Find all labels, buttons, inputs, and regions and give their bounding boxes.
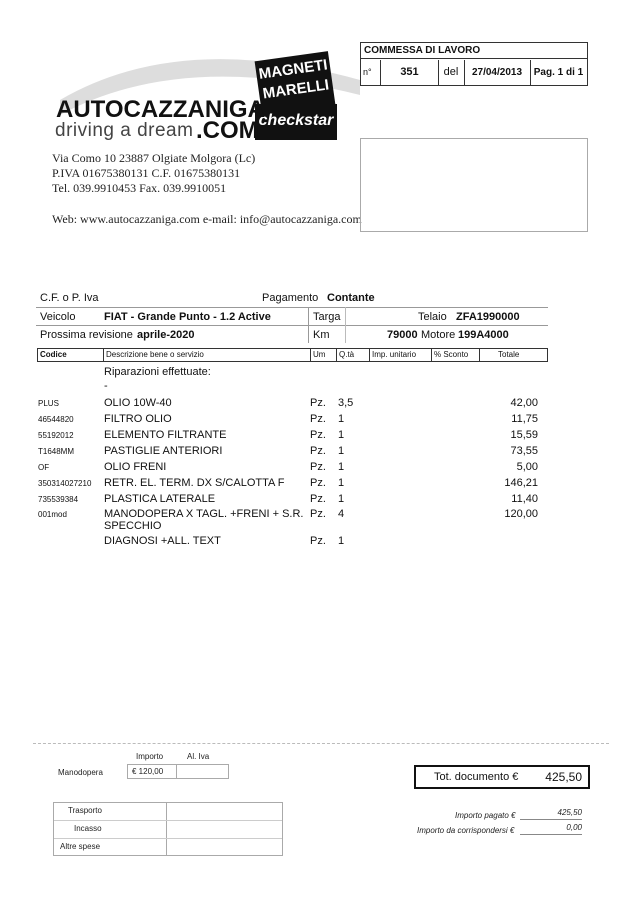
- table-row: [0, 413, 640, 429]
- row-um: Pz.: [310, 493, 326, 505]
- vehicle-label: Veicolo: [40, 311, 76, 323]
- revision-value: aprile-2020: [137, 329, 195, 341]
- paid-label: Importo pagato €: [455, 811, 516, 820]
- footer-divider: [33, 743, 609, 744]
- total-label: Tot. documento €: [434, 771, 519, 783]
- row-description: FILTRO OLIO: [104, 413, 172, 425]
- row-um: Pz.: [310, 461, 326, 473]
- balance-value: 0,00: [520, 823, 582, 835]
- payment-label: Pagamento: [262, 292, 319, 304]
- row-total: 146,21: [504, 477, 538, 489]
- row-qty: 1: [338, 429, 345, 441]
- row-um: Pz.: [310, 535, 326, 547]
- row-description: RETR. EL. TERM. DX S/CALOTTA F: [104, 477, 285, 489]
- total-box: [414, 765, 590, 789]
- col-qty: Q.tà: [337, 349, 370, 361]
- company-logo-name: AUTOCAZZANIGA: [56, 96, 265, 123]
- repairs-intro: Riparazioni effettuate:: [104, 366, 211, 378]
- table-row: [0, 429, 640, 445]
- row-description: MANODOPERA X TAGL. +FRENI + S.R. SPECCHIO: [104, 508, 304, 532]
- paid-value: 425,50: [520, 808, 582, 820]
- row-code: T1648MM: [38, 447, 75, 456]
- row-um: Pz.: [310, 429, 326, 441]
- chassis-value: ZFA1990000: [456, 311, 520, 323]
- row-code: 001mod: [38, 510, 67, 519]
- company-web: Web: www.autocazzaniga.com e-mail: info@autocazzaniga.com: [52, 212, 362, 226]
- amount-label: Importo: [136, 752, 164, 761]
- row-code: PLUS: [38, 399, 59, 408]
- order-number: 351: [381, 60, 439, 85]
- col-unit-price: Imp. unitario: [370, 349, 432, 361]
- row-um: Pz.: [310, 508, 326, 520]
- divider: [166, 803, 167, 855]
- checkstar-logo: checkstar: [255, 104, 337, 140]
- divider: [36, 325, 548, 326]
- col-total: Totale: [498, 350, 520, 359]
- transport-label: Trasporto: [68, 806, 102, 815]
- row-um: Pz.: [310, 413, 326, 425]
- row-code: 46544820: [38, 415, 74, 424]
- table-header: [37, 348, 548, 362]
- table-row: [0, 461, 640, 477]
- payment-value: Contante: [327, 292, 375, 304]
- row-description: ELEMENTO FILTRANTE: [104, 429, 227, 441]
- labour-label: Manodopera: [58, 768, 103, 777]
- col-description: Descrizione bene o servizio: [104, 349, 311, 361]
- km-value: 79000: [387, 329, 418, 341]
- collection-label: Incasso: [74, 824, 102, 833]
- company-address: Via Como 10 23887 Olgiate Molgora (Lc): [52, 151, 256, 165]
- total-value: 425,50: [545, 770, 582, 784]
- other-costs-label: Altre spese: [60, 842, 101, 851]
- row-um: Pz.: [310, 445, 326, 457]
- row-total: 5,00: [516, 461, 538, 473]
- row-description: DIAGNOSI +ALL. TEXT: [104, 535, 221, 547]
- row-um: Pz.: [310, 397, 326, 409]
- engine-value: 199A4000: [458, 329, 509, 341]
- row-total: 11,75: [511, 413, 538, 425]
- table-row: [0, 493, 640, 509]
- company-logo-com: .COM: [196, 117, 259, 144]
- magneti-marelli-logo: MAGNETI MARELLI: [255, 51, 336, 115]
- row-description: PLASTICA LATERALE: [104, 493, 216, 505]
- order-date: 27/04/2013: [464, 60, 531, 85]
- divider: [54, 820, 282, 821]
- row-description: OLIO FRENI: [104, 461, 167, 473]
- revision-label: Prossima revisione: [40, 329, 133, 341]
- row-qty: 4: [338, 508, 345, 520]
- chassis-label: Telaio: [418, 311, 447, 323]
- plate-label: Targa: [313, 311, 341, 323]
- divider: [308, 307, 309, 343]
- row-code: 350314027210: [38, 479, 92, 488]
- company-tax-ids: P.IVA 01675380131 C.F. 01675380131: [52, 166, 241, 180]
- divider: [54, 838, 282, 839]
- col-code: Codice: [38, 349, 104, 361]
- divider: [345, 307, 346, 343]
- col-um: Um: [311, 349, 337, 361]
- number-label: n°: [361, 60, 381, 85]
- row-total: 11,40: [511, 493, 538, 505]
- table-row: [0, 397, 640, 413]
- date-label: del: [438, 60, 465, 85]
- labour-box: [127, 764, 229, 779]
- extra-costs-box: [53, 802, 283, 856]
- km-label: Km: [313, 329, 330, 341]
- work-order-title: COMMESSA DI LAVORO: [361, 43, 587, 59]
- row-total: 120,00: [504, 508, 538, 520]
- divider: [176, 765, 177, 778]
- row-um: Pz.: [310, 477, 326, 489]
- vat-label: Al. Iva: [187, 752, 210, 761]
- table-row: [0, 535, 640, 551]
- cf-label: C.F. o P. Iva: [40, 292, 99, 304]
- col-discount: % Sconto: [432, 349, 480, 361]
- row-qty: 1: [338, 535, 345, 547]
- table-row: [0, 508, 640, 532]
- page-number: Pag. 1 di 1: [533, 67, 584, 78]
- company-logo-tagline: driving a dream: [55, 120, 194, 141]
- vehicle-value: FIAT - Grande Punto - 1.2 Active: [104, 311, 271, 323]
- row-description: PASTIGLIE ANTERIORI: [104, 445, 223, 457]
- company-phone: Tel. 039.9910453 Fax. 039.9910051: [52, 181, 227, 195]
- row-code: 735539384: [38, 495, 79, 504]
- labour-value: € 120,00: [132, 767, 164, 776]
- row-qty: 1: [338, 477, 345, 489]
- row-description: OLIO 10W-40: [104, 397, 172, 409]
- customer-address-box: [360, 138, 588, 232]
- engine-label: Motore: [421, 329, 456, 341]
- row-code: 55192012: [38, 431, 74, 440]
- row-qty: 1: [338, 461, 345, 473]
- table-row: [0, 477, 640, 493]
- row-qty: 1: [338, 445, 345, 457]
- row-total: 73,55: [510, 445, 538, 457]
- row-qty: 1: [338, 493, 345, 505]
- work-order-header: [360, 42, 588, 86]
- dash-line: -: [104, 380, 108, 392]
- balance-label: Importo da corrispondersi €: [417, 826, 515, 835]
- row-total: 42,00: [510, 397, 538, 409]
- row-code: OF: [38, 463, 50, 472]
- table-row: [0, 445, 640, 461]
- row-qty: 3,5: [338, 397, 354, 409]
- divider: [36, 307, 548, 308]
- row-total: 15,59: [510, 429, 538, 441]
- row-qty: 1: [338, 413, 345, 425]
